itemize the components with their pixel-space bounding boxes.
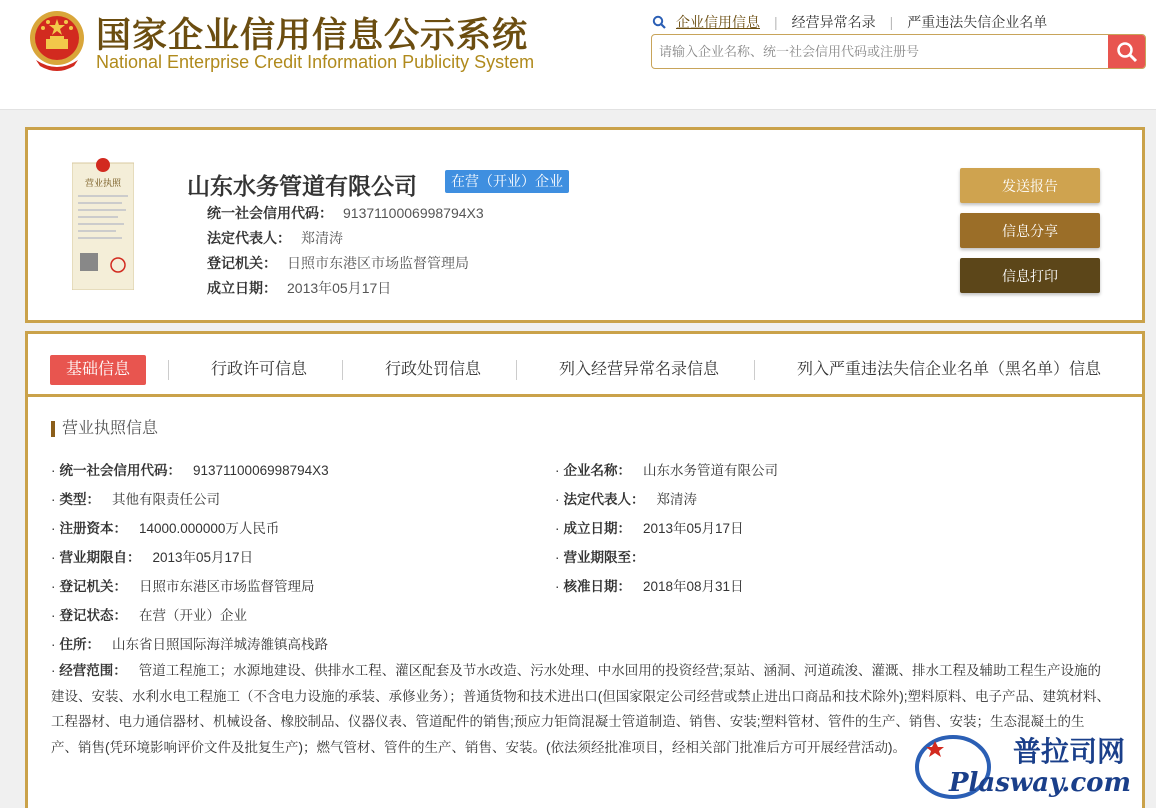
nav-blacklist[interactable]: 严重违法失信企业名单 [907,14,1048,30]
search-icon [1116,41,1138,63]
search-small-icon [652,15,666,29]
top-nav [652,12,1047,32]
card-authority [207,253,469,273]
field-value: 9137110006998794X3 [343,205,484,221]
tab-admin-penalty[interactable]: 行政处罚信息 [385,361,482,378]
share-info-button[interactable]: 信息分享 [960,213,1100,248]
card-credit-code [207,203,484,223]
card-legal-rep [207,228,343,248]
site-title-cn: 国家企业信用信息公示系统 [96,16,529,55]
tab-bar [28,334,1142,397]
plasway-watermark-logo [913,727,1147,801]
info-approval-date: · 核准日期： 2018年08月31日 [555,579,744,594]
field-value: 郑清涛 [301,230,343,246]
search-button[interactable] [1108,35,1145,68]
info-address: · 住所： 山东省日照国际海洋城涛雒镇高栈路 [51,637,328,652]
company-card [25,127,1145,323]
tab-blacklist[interactable]: 列入严重违法失信企业名单（黑名单）信息 [797,361,1102,378]
tab-abnormal-list[interactable]: 列入经营异常名录信息 [559,361,720,378]
print-info-button[interactable]: 信息打印 [960,258,1100,293]
company-name: 山东水务管道有限公司 [187,173,417,199]
business-license-icon [72,155,134,290]
info-legal-rep: · 法定代表人： 郑清涛 [555,492,697,507]
section-title: 营业执照信息 [51,421,158,437]
watermark-cn: 普拉司网 [1013,735,1126,768]
field-value: 日照市东港区市场监督管理局 [287,255,469,271]
field-label: 登记机关： [207,255,277,271]
search-bar [651,34,1146,69]
info-company-name: · 企业名称： 山东水务管道有限公司 [555,463,778,478]
tab-divider [754,360,755,380]
info-term-to: · 营业期限至： [555,550,645,565]
card-founded-date [207,278,391,298]
license-label: 营业执照 [84,179,122,189]
status-badge: 在营（开业）企业 [445,170,569,193]
field-label: 成立日期： [207,280,277,296]
nav-divider: | [889,14,894,30]
info-type: · 类型： 其他有限责任公司 [51,492,220,507]
info-term-from: · 营业期限自： 2013年05月17日 [51,550,254,565]
info-authority: · 登记机关： 日照市东港区市场监督管理局 [51,579,315,594]
site-title-en: National Enterprise Credit Information Publicity System [96,52,535,72]
info-capital: · 注册资本： 14000.000000万人民币 [51,521,280,536]
tab-divider [516,360,517,380]
site-header [0,0,1156,110]
nav-divider: | [774,14,778,30]
tab-divider [168,360,169,380]
nav-abnormal-list[interactable]: 经营异常名录 [791,14,876,30]
field-value: 2013年05月17日 [287,280,392,296]
tab-divider [342,360,343,380]
tab-basic-info[interactable]: 基础信息 [50,355,146,385]
info-founded: · 成立日期： 2013年05月17日 [555,521,744,536]
send-report-button[interactable]: 发送报告 [960,168,1100,203]
info-credit-code: · 统一社会信用代码： 9137110006998794X3 [51,463,329,478]
nav-enterprise-credit[interactable]: 企业信用信息 [676,14,760,30]
field-label: 法定代表人： [207,230,291,246]
info-reg-status: · 登记状态： 在营（开业）企业 [51,608,247,623]
national-emblem-icon [26,8,88,74]
search-input[interactable] [652,35,1107,68]
field-label: 统一社会信用代码： [207,205,333,221]
info-business-scope: · 经营范围： 管道工程施工；水源地建设、供排水工程、灌区配套及节水改造、污水处理、中水回用的投资经营;泵站、涵洞、河道疏浚、灌溉、排水工程及辅助工程生产设施的建设、安装、水利水电工程施工（不含电力设施的承装、承修业务）；普通货物和技术进出口(但国家限定公司经营或禁止进出口商品和技术除外);塑料原料、电子产品、建筑材料、工程器材、电力通信器材、机械设备、橡胶制品、仪器仪表、管道配件的销售;预应力钜筒混凝士管道制造、销售、安装;塑料管材、管件的生产、销售、安装；生态混凝土的生产、销售(凭环境影响评价文件及批复生产)；燃气管材、管件的生产、销售、安装。(依法须经批准项目，经相关部门批准后方可开展经营活动)。 [51,663,1110,755]
watermark-en: Plasway.com [949,768,1131,798]
tab-admin-license[interactable]: 行政许可信息 [211,361,308,378]
